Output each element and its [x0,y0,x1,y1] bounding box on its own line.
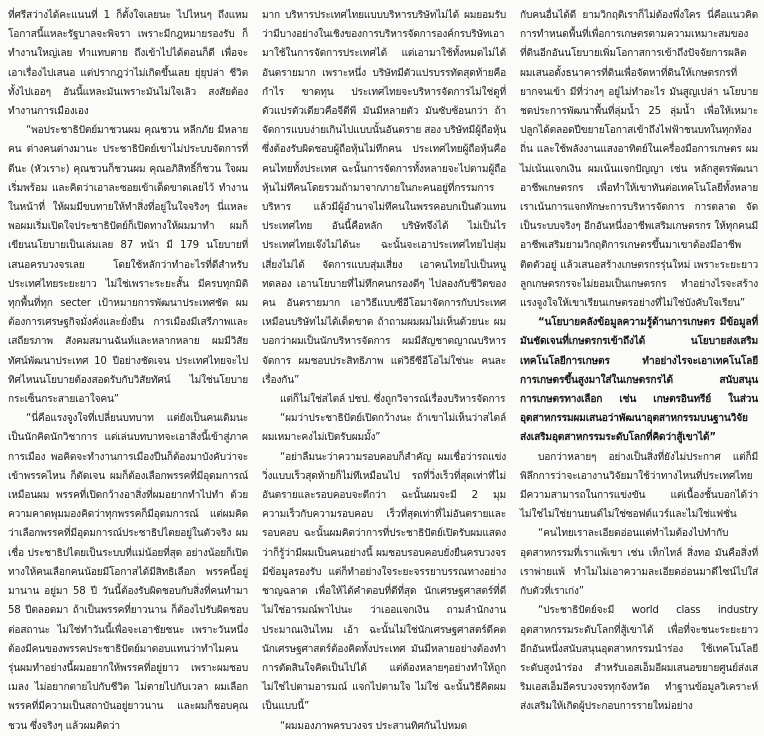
text-column-middle [262,6,507,732]
text-column-left [8,6,248,732]
paragraph: “อย่าลืมนะว่าความรอบคอบก็สำคัญ ผมเชื่อว่ารถแข่งวิ่งแบบเร็วสุดท้ายก็ไม่ทึเหมือนไป รถที่วิ่งเร็วที่สุดเท่าที่ไม่อันตรายและรอบคอบจะดีกว่า ฉะนั้นผมจะมี 2 มุม ความเร็วกับความรอบคอบ เร็วที่สุดเท่าที่ไม่อันตรายและรอบคอบ ฉะนั้นผมคิดว่าการที่ประชาธิปัตย์เปิดรับผมแสดงว่าก็รู้ว่ามีผมเป็นคนอย่างนี้ ผมชอบรอบคอบยั่งยืนครบวงจรมีข้อมูลรองรับ แต่ก็ทำอย่างใจระยะจรรยาบรรณทางอย่างชาญฉลาด เพื่อให้ได้คำตอบที่ดีที่สุด นักเศรษฐศาสตร์ที่ดีไม่ใช่อารมณ์พาไปนะ ว่าเออแจกเงิน ถามลำนักงานประมาณเงินไหม เอ้า ฉะนั้นไม่ใช่นักเศรษฐศาสตร์ดีคด นักเศรษฐศาสตร์ต้องคิดทั้งประเทศ มันมีหลายอย่างต้องทำ การตัดสินใจคิดเป็นไปได้ แต่ต้องหลายๆอย่างทำให้ถูก ไม่ใช่ไปตามอารมณ์ แจกไปตามใจ ไม่ใช่ ฉะนั้นวิธีคิดผมเป็นแบบนี้” [262,451,506,713]
paragraph: บอกว่าหลายๆ อย่างเป็นสิ่งที่ยังไม่ประกาศ แต่ก็มีพิลึกการว่าจะเอางานวิจัยมาใช้ว่าทางไหนที่ประเทศไทยมีความสามารถในการแข่งขัน แต่เนื้องชั้นบอกได้ว่าไม่ใช่ไม่ใช่ยานยนต์ไม่ใช่ซอฟต์แวร์และไม่ใช่แฟชั่น [520,451,758,521]
paragraph: “ประชาธิปัตย์จะมี world class industry อุตสาหกรรมระดับโลกที่สู้เขาได้ เพื่อที่จะชนะระยะยาวอีกอันหนึ่งสนับสนุนอุตสาหกรรมนำร่อง ใช้เทคโนโลยีระดับสูงนำร่อง สำหรับเอสเอ็มอีผมเสนอขยายศูนย์ส่งเสริมเอสเอ็มอีครบวงจรทุกจังหวัด ทำฐานข้อมูลวิเคราะห์ ส่งเสริมให้เกิดผู้ประกอบการรายใหม่อย่าง [520,605,758,713]
paragraph: แต่ก็ไม่ใช่สไตล์ ปชป. ซึ่งถูกวิจารณ์เรื่องบริหารจัดการ [280,394,506,406]
paragraph: กับคนอื่นได้ดี ยามวิกฤติเราก็ไม่ต้องพึ่งใคร นี่คือแนวคิดการทำหนดพื้นที่เพื่อการเกษตรตามความเหมาะสมของที่ดินอีกอันนโยบายเพิ่มโอกาสการเข้าถึงปัจจัยการผลิต ผมเสนอตั้งธนาคารที่ดินเพื่อจัดหาที่ดินให้เกษตรกรที่ยากจนเข้า มีที่ว่างๆ อยู่ไม่ทำอะไร มันสูญเปล่า นโยบายชดประการพัฒนาพื้นที่ลุ่มน้ำ 25 ลุ่มน้ำ เพื่อให้เหมาะปลูกได้ตลอดปีขยายโอกาสเข้าถึงไฟฟ้าชนบทในทุกท้องถิ่น และใช้พลังงานแสงอาทิตย์ในเครื่องมือการเกษตร ผมไม่เน้นแจกเงิน ผมเน้นแจกปัญญา เช่น หลักสูตรพัฒนาอาชีพเกษตรกร เพื่อทำให้เขาทันต่อเทคโนโลยีทั้งหลาย เราเน้นการแจกทักษะการบริหารจัดการ การตลาด จัดเป็นระบบจริงๆ อีกอันหนึ่งอาชีพเสริมเกษตรกร ให้ทุกคนมีอาชีพเสริมยามวิกฤติการเกษตรขึ้นมาเขาต้องมีอาชีพติดตัวอยู่ แล้วเสนอสร้างเกษตรกรรุ่นใหม่ เพราะระยะยาวลูกเกษตรกรจะไม่ยอมเป็นเกษตรกร ทำอย่างไรจะสร้างแรงจูงใจให้เขาเรียนเกษตรอย่างที่ไม่ใช่บังคับใจเรียน” [520,10,758,310]
paragraph: “คนไทยเราละเอียดอ่อนแต่ทำไมต้องไปทำกับอุตสาหกรรมที่เราแพ้เขา เช่น เท็กไทล์ สิ่งทอ มันคือสิ่งที่เราพ่ายแพ้ ทำไมไม่เอาความละเอียดอ่อนมาดีไซน์ไปใส่กับตัวที่เราเก่ง” [520,528,758,598]
paragraph: “พอประชาธิปัตย์มาชวนผม คุณชวน หลีกภัย มีหลายคน ต่างคนต่างมานะ ประชาธิปัตย์เขาไม่ประบบจัดการที่ดีนะ (หัวเราะ) คุณชวนก็ชวนผม คุณอภิสิทธิ์ก็ชวน ใจผมเริ่มพร้อม และคิดว่าเอาละซอยเข้าเด็ดขาดเลยไว้ ทำงานในหน้าที่ ให้ผมมีขบทายให้ทำสิ่งที่อยู่ในใจจริงๆ นี่แหละพอผมเริ่มเปิดใจประชาธิปัตย์ก็เปิดทางให้ผมมาทำ ผมก็เขียนนโยบายเป็นเล่มเลย 87 หน้า มี 179 นโยบายที่เสนอครบวงจรเลย โดยใช้หลักว่าทำอะไรที่ดีสำหรับประเทศไทยระยะยาว ไม่ใช่เพราะระยะสั้น มีครบทุกมิติ ทุกพื้นที่ทุก secter เป้าหมายการพัฒนาประเทศชัด ผมต้องการเศรษฐกิจมั่งคั่งและยั่งยืน การเมืองมีเสรีภาพและเสถียรภาพ สังคมสมานฉันท์และหลากหลาย ผมมีวิสัยทัศน์พัฒนาประเทศ 10 ปีอย่างชัดเจน ประเทศไทยจะไปทิศไหนนโยบายต้องสอดรับกับวิสัยทัศน์ ไม่ใช่นโยบายกระเซ็นกระสายเอาใจคน” [8,125,248,406]
highlighted-paragraph: “นโยบายคลังข้อมูลความรู้ด้านการเกษตร มีข้อมูลที่มันชัดเจนที่เกษตรกรเข้าถึงได้ นโยบายส่งเสริมเทคโนโลยีการเกษตร ทำอย่างไรจะเอาเทคโนโลยีการเกษตรขึ้นสูงมาใส่ในเกษตรกรได้ สนับสนุนการเกษตรทางเลือก เช่น เกษตรอินทรีย์ ในส่วนอุตสาหกรรมผมเสนอว่าพัฒนาอุตสาหกรรมบนฐานวิจัย ส่งเสริมอุตสาหกรรมระดับโลกที่คิดว่าสู้เขาได้” [520,317,758,444]
paragraph: “นี่คือแรงจูงใจที่เปลี่ยนบทบาท แต่ยังเป็นคนเดิมนะ เป็นนักคิดนักวิชาการ แต่เล่นบทบาทจะเอาสิ่งนี้เข้าสู่ภาคการเมือง พอคิดจะทำงานการเมืองปืนก็ต้องมาบังคับว่าจะเข้าพรรคไหน ก็ตัดเจน ผมก็ต้องเลือกพรรคที่มีอุดมการณ์เหมือนผม พรรคที่เปิดกว้างอาสิ่งที่ผมอยากทำไปทำ ด้วยความคาดพุมมองคิดว่าทุกพรรคก็มีอุดมการณ์ แต่ผมคิดว่าเลือกพรรคที่มีอุดมการณ์ประชาธิปไตยอยู่ในตัวจริง ผมเชื่อ ประชาธิปไตยเป็นระบบที่แม่น้อยที่สุด อย่างน้อยก็เปิดทางให้คนเลือกคนน้อยมีโอกาสได้มีสิทธิเลือก พรรคนี้อยู่มานาน อยู่มา 58 ปี วันนี้ต้องรับผิดชอบกับสิ่งที่คนทำมา 58 ปีตลอดมา ถ้าเป็นพรรคที่ยาวนาน ก็ต้องไปรับผิดชอบต่อสถานะ ไม่ใช่ทำวันนี้เพื่อจะเอาชัยชนะ เพราะวันหนึ่งต้องมีคนของพรรคประชาธิปัตย์มาตอบแทนว่าทำไมคนรุ่นผมทำอย่างนี้ผมอยากให้พรรคที่อยู่ยาว เพราะผมชอบเมลง ไม่อยากตายไปกับชีวิต ไม่ตายไปกับเวลา ผมเลือกพรรคที่มีความเป็นสถาบันอยู่ยาวนาน และผมก็ชอบคุณชวน ซึ่งจริงๆ แล้วผมคิดว่า [8,413,248,732]
paragraph: มาก บริหารประเทศไทยแบบบริหารบริษัทไม่ได้ ผมยอมรับว่ามีบางอย่างในเชิงของการบริหารจัดการองค์กรบริษัทเอามาใช้ในการจัดการประเทศได้ แต่เอามาใช้ทั้งหมดไม่ได้ อันตรายมาก เพราะหนึ่ง บริษัทมีตัวแปรบรรทัดสุดท้ายคือกำไร ขาดทุน ประเทศไทยจะบริหารจัดการไม่ใช่ดูที่ตัวแปรตัวเดียวคือจีดีพี มันมีหลายตัว มันซับซ้อนกว่า ถ้าจัดการแบบง่ายเกินไปแบบนั้นอันตราย สอง บริษัทมีผู้ถือหุ้น ซึ่งต้องรับผิดชอบผู้ถือหุ้นไม่ทึกคน ประเทศไทยผู้ถือหุ้นคือคนไทยทั้งประเทศ ฉะนั้นการจัดการทั้งหลายจะไปตามผู้ถือหุ้นไม่ทึคนโดยรวมถ้ามาจากภายในกะคนอยู่ที่กรรมการบริหาร แล้วมีผู้อำนาจไม่ทึคนในพรรคอบกเป็นตัวแทนประเทศไทย อันนี้คือหลัก บริษัทจึงได้ ไม่เป็นไร ประเทศไทยเจ๊งไม่ได้นะ ฉะนั้นจะเอาประเทศไทยไปสุ่มเสี่ยงไม่ได้ จัดการแบบสุ่มเสี่ยง เอาคนไทยไปเป็นหนูทดลอง เอานโยบายที่ไม่ทึกคนกรองดีๆ ไปลองกับชีวิตของคน อันตรายมาก เอาวิธีแบบซีอีโอมาจัดการกับประเทศเหมือนบริษัทไม่ได้เด็ดขาด ถ้าถามผมผมไม่เห็นด้วยนะ ผมบอกว่าผมเป็นนักบริหารจัดการ ผมมีสัญชาตญาณบริหารจัดการ ผมชอบประสิทธิภาพ แต่วิธีซีอีโอไม่ใช่นะ คนละเรื่องกัน” [262,10,507,386]
paragraph: “ผมว่าประชาธิปัตย์เปิดกว้างนะ ถ้าเขาไม่เห็นว่าสไตล์ผมเหมาะคงไม่เปิดรับผมมั้ง” [262,413,506,444]
text-column-right [520,6,758,713]
paragraph: ที่ศรีสว่างได้คะแนนที่ 1 ก็ตั้งใจเลยนะ ไปไหนๆ ถึงแหม โอกาสนี้แหละรัฐบาลจะพิจรา เพราะมีกฎหมายรองรับ ก็ทำงานใหญ่เลย ทำแทบตาย ถึงเข้าไปได้ตอนก็ดี เพื่อจะเอาเรื่องไปเสนอ แต่ปรากฎว่าไม่เกิดขึ้นเลย ยุ่ยุปล่า ชีวิตทั้งไปเออๆ อันนี้แหละมันเพราะมันไม่ใจเลิว สงสัยต้องทำงานการเมืองเอง [8,10,248,118]
paragraph: “ผมมองภาพครบวงจร ประสานทิศกันไปหมด [280,720,467,732]
